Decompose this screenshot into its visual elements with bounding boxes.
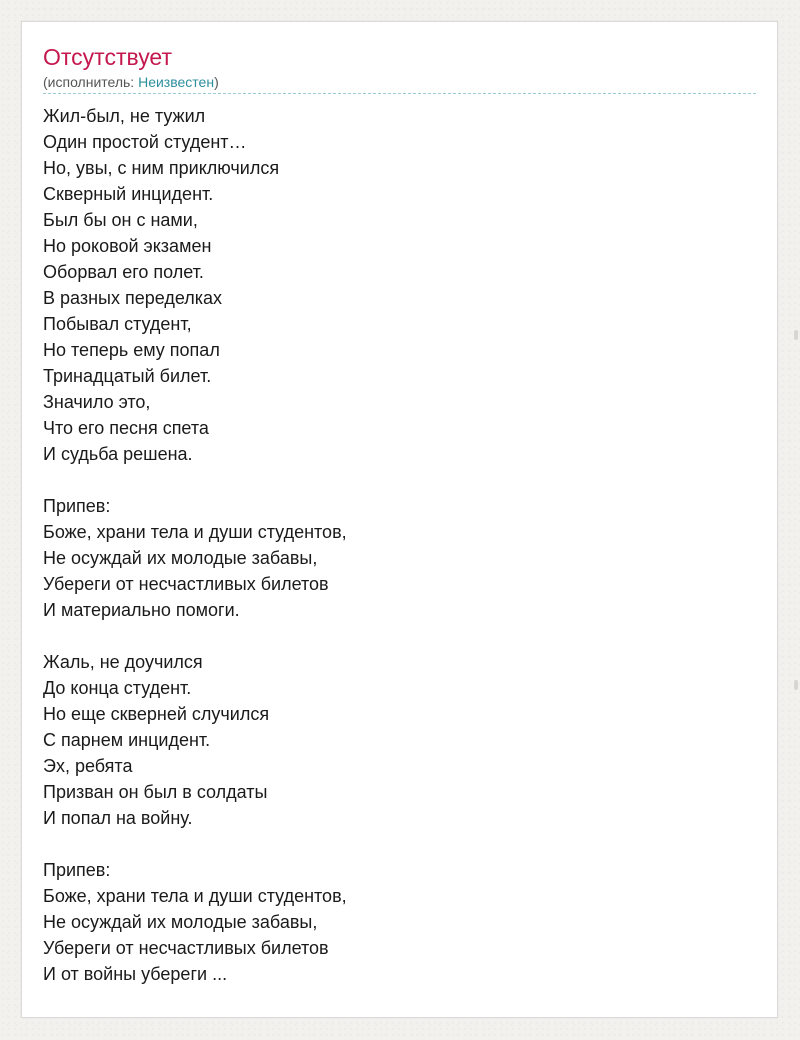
lyric-line: Один простой студент…: [43, 132, 247, 152]
stanza: [43, 493, 743, 623]
lyric-line: Жил-был, не тужил: [43, 106, 206, 126]
lyric-line: Припев:: [43, 860, 111, 880]
lyric-line: Призван он был в солдаты: [43, 782, 268, 802]
lyric-line: Оборвал его полет.: [43, 262, 204, 282]
stanza: [43, 103, 743, 467]
lyric-line: И материально помоги.: [43, 600, 240, 620]
stanza: [43, 857, 743, 987]
scroll-marker: [794, 680, 798, 690]
lyric-line: Значило это,: [43, 392, 151, 412]
lyric-line: Был бы он с нами,: [43, 210, 198, 230]
lyric-line: Жаль, не доучился: [43, 652, 203, 672]
lyric-line: Припев:: [43, 496, 111, 516]
scroll-marker: [794, 330, 798, 340]
stanza: [43, 649, 743, 831]
lyric-line: И судьба решена.: [43, 444, 193, 464]
lyric-line: С парнем инцидент.: [43, 730, 211, 750]
lyric-line: Но, увы, с ним приключился: [43, 158, 280, 178]
meta-suffix: ): [214, 74, 219, 90]
lyric-line: И от войны убереги ...: [43, 964, 228, 984]
lyric-line: Скверный инцидент.: [43, 184, 214, 204]
lyric-line: И попал на войну.: [43, 808, 193, 828]
song-meta: [43, 73, 219, 91]
lyric-line: В разных переделках: [43, 288, 223, 308]
lyric-line: Но роковой экзамен: [43, 236, 212, 256]
lyric-line: Но теперь ему попал: [43, 340, 220, 360]
lyric-line: Но еще скверней случился: [43, 704, 270, 724]
lyric-line: Убереги от несчастливых билетов: [43, 938, 329, 958]
lyric-line: Тринадцатый билет.: [43, 366, 212, 386]
artist-link[interactable]: Неизвестен: [138, 74, 215, 90]
lyric-line: Эх, ребята: [43, 756, 133, 776]
lyric-line: Что его песня спета: [43, 418, 209, 438]
lyric-line: Не осуждай их молодые забавы,: [43, 548, 318, 568]
lyrics-text: [43, 103, 743, 1013]
lyric-line: Убереги от несчастливых билетов: [43, 574, 329, 594]
meta-prefix: (исполнитель:: [43, 74, 139, 90]
lyric-line: Боже, храни тела и души студентов,: [43, 522, 347, 542]
lyric-line: Боже, храни тела и души студентов,: [43, 886, 347, 906]
lyric-line: До конца студент.: [43, 678, 192, 698]
lyric-line: Не осуждай их молодые забавы,: [43, 912, 318, 932]
song-title: Отсутствует: [43, 44, 172, 70]
lyric-line: Побывал студент,: [43, 314, 192, 334]
title-divider: [43, 93, 756, 94]
lyrics-card: [21, 21, 778, 1018]
